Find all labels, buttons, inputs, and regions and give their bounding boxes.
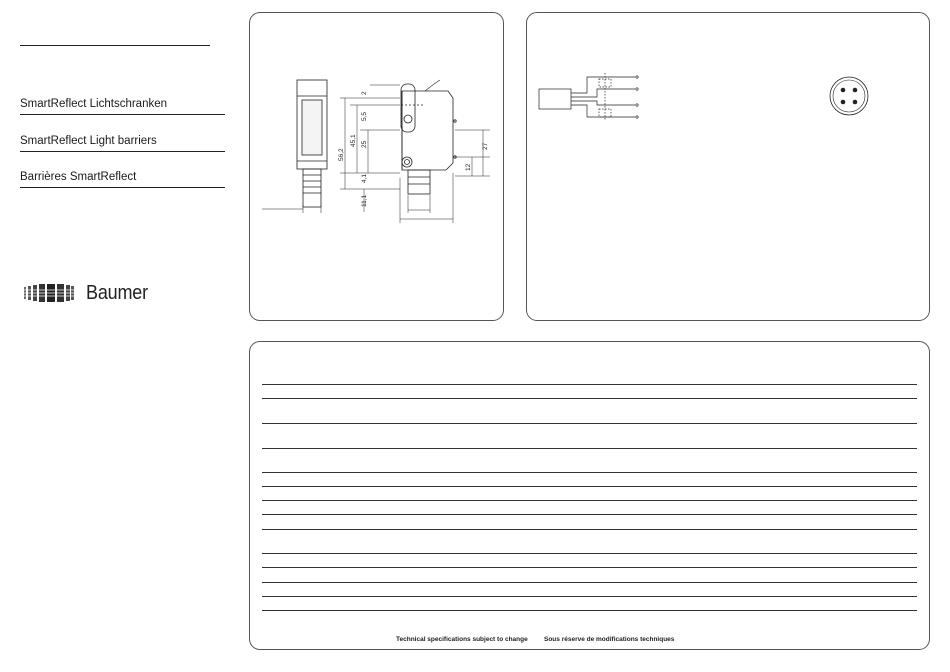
dimension-label: 56,2 [338,148,345,161]
title-french: Barrières SmartReflect [20,170,225,188]
dimension-label: 27 [482,142,489,150]
table-row-divider [262,448,917,449]
wiring-diagram-panel [526,12,930,321]
table-row-divider [262,398,917,399]
title-german: SmartReflect Lichtschranken [20,97,225,115]
dimension-label: 4,1 [361,173,368,183]
logo-wordmark: Baumer [86,281,148,304]
wiring-diagram [527,13,931,322]
table-row-divider [262,423,917,424]
table-row-divider [262,500,917,501]
table-row-divider [262,610,917,611]
dimension-drawing [250,13,505,322]
table-row-divider [262,567,917,568]
dimension-label: 12 [465,163,472,171]
dimension-label: 45,1 [350,134,357,147]
table-row-divider [262,486,917,487]
table-row-divider [262,472,917,473]
dimension-drawing-panel [249,12,504,321]
dimension-label: 25 [361,140,368,148]
baumer-logo [24,282,155,304]
baumer-logo-mark-icon [24,284,74,302]
sidebar [0,0,240,672]
footer-note-french: Sous réserve de modifications techniques [544,636,675,643]
dimension-label: 5,5 [361,111,368,121]
footer-note-english: Technical specifications subject to change [396,636,528,643]
table-row-divider [262,553,917,554]
technical-data-panel [249,341,930,650]
sidebar-top-divider [20,45,210,46]
connector-pinout-icon [830,77,868,115]
title-english: SmartReflect Light barriers [20,134,225,152]
table-row-divider [262,582,917,583]
table-row-divider [262,384,917,385]
dimension-label: 11,1 [361,194,368,207]
table-row-divider [262,514,917,515]
dimension-label: 2 [361,91,368,95]
table-row-divider [262,529,917,530]
table-row-divider [262,596,917,597]
